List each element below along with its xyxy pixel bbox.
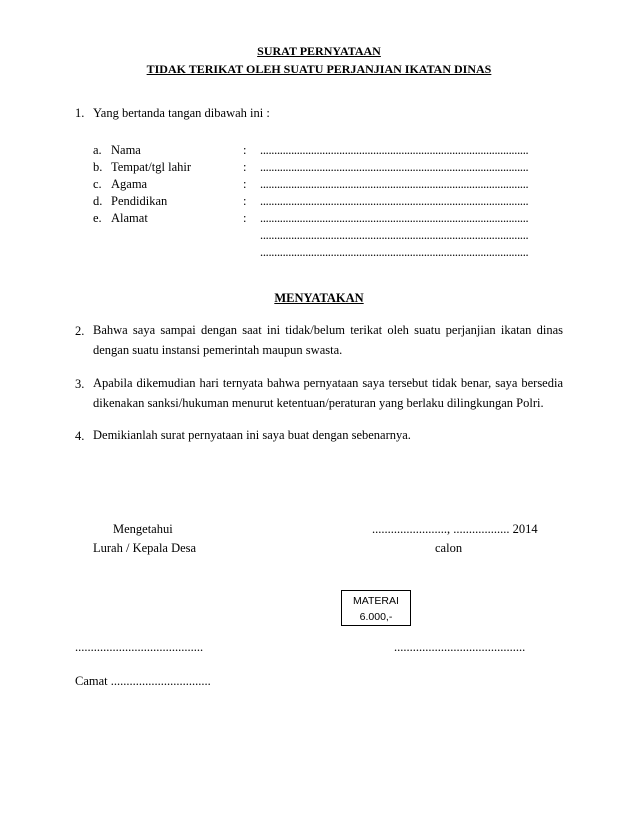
camat-signature: Camat ................................ <box>75 674 211 688</box>
section-heading: MENYATAKAN <box>274 291 364 305</box>
field-letter: c. <box>93 177 102 191</box>
field-colon: : <box>243 194 247 208</box>
field-colon: : <box>243 160 247 174</box>
statement-text: Bahwa saya sampai dengan saat ini tidak/belum terikat oleh suatu perjanjian ikatan dinas dengan suatu instansi pemerintah maupun swasta. <box>93 323 563 357</box>
materai-stamp-box <box>341 590 411 626</box>
right-signature-line: .......................................... <box>394 640 526 654</box>
statement-text: Apabila dikemudian hari ternyata bahwa pernyataan saya tersebut tidak benar, saya bersedia dikenakan sanksi/hukuman menurut ketentuan/peraturan yang berlaku dilingkungan Polri. <box>93 376 563 410</box>
document-subtitle: TIDAK TERIKAT OLEH SUATU PERJANJIAN IKATAN DINAS <box>146 62 492 76</box>
statement-number: 2. <box>75 324 85 338</box>
materai-label: MATERAI <box>353 595 399 607</box>
item-text: Yang bertanda tangan dibawah ini : <box>93 106 270 120</box>
field-label: Tempat/tgl lahir <box>111 160 192 174</box>
materai-value: 6.000,- <box>359 611 393 623</box>
field-dots: ............................................................................................... <box>260 160 529 174</box>
field-dots: ............................................................................................... <box>260 211 529 225</box>
field-colon: : <box>243 211 247 225</box>
field-label: Nama <box>111 143 141 157</box>
address-extra-line: ............................................................................................... <box>260 245 529 259</box>
field-dots: ............................................................................................... <box>260 143 529 157</box>
item-number: 1. <box>75 106 85 120</box>
field-dots: ............................................................................................... <box>260 194 529 208</box>
field-letter: a. <box>93 143 102 157</box>
statement-text: Demikianlah surat pernyataan ini saya buat dengan sebenarnya. <box>93 428 411 442</box>
field-label: Agama <box>111 177 148 191</box>
field-colon: : <box>243 177 247 191</box>
calon-label: calon <box>435 541 463 555</box>
field-label: Pendidikan <box>111 194 168 208</box>
field-colon: : <box>243 143 247 157</box>
field-letter: d. <box>93 194 103 208</box>
field-letter: e. <box>93 211 102 225</box>
document-title: SURAT PERNYATAAN <box>257 44 381 58</box>
date-line: ........................, .................. 2014 <box>372 522 538 536</box>
address-extra-line: ............................................................................................... <box>260 228 529 242</box>
statement-number: 3. <box>75 377 85 391</box>
field-label: Alamat <box>111 211 148 225</box>
field-letter: b. <box>93 160 103 174</box>
lurah-label: Lurah / Kepala Desa <box>93 541 197 555</box>
statement-number: 4. <box>75 429 85 443</box>
left-signature-line: ......................................... <box>75 640 204 654</box>
field-dots: ............................................................................................... <box>260 177 529 191</box>
mengetahui-label: Mengetahui <box>113 522 173 536</box>
